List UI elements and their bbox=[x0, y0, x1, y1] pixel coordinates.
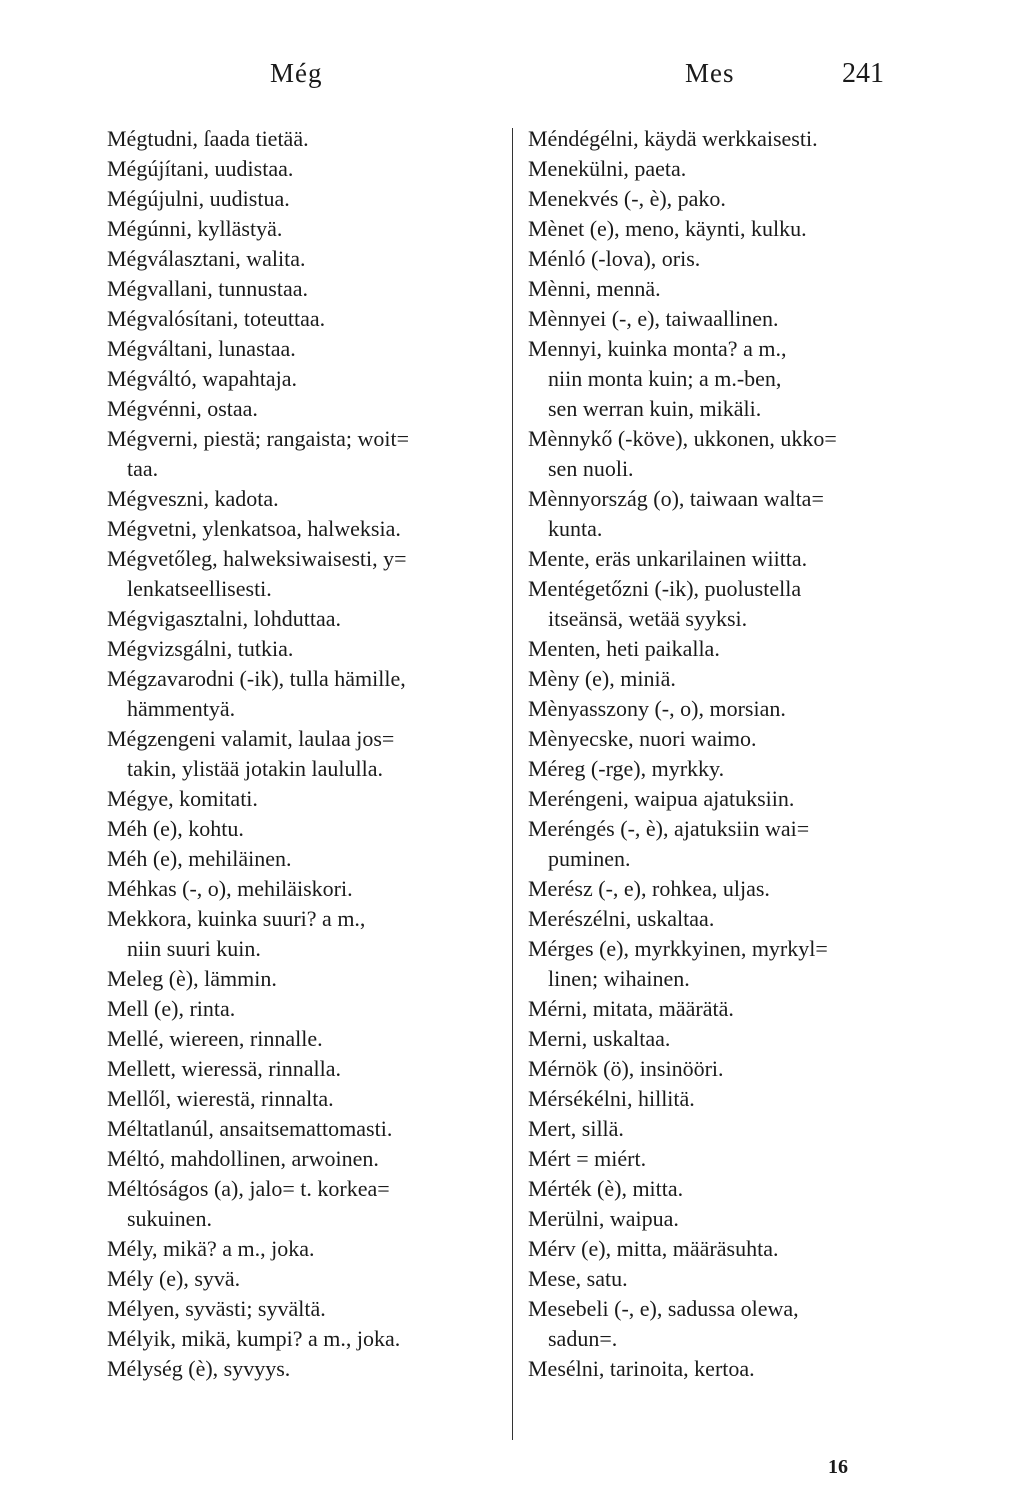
dictionary-entry-continuation: kunta. bbox=[548, 516, 603, 541]
dictionary-entry: Merülni, waipua. bbox=[528, 1206, 679, 1231]
dictionary-entry: Méltó, mahdollinen, arwoinen. bbox=[107, 1146, 379, 1171]
dictionary-entry-continuation: sen werran kuin, mikäli. bbox=[548, 396, 762, 421]
dictionary-entry: Mégújítani, uudistaa. bbox=[107, 156, 294, 181]
dictionary-entry-continuation: linen; wihainen. bbox=[548, 966, 690, 991]
dictionary-entry-continuation: lenkatseellisesti. bbox=[127, 576, 272, 601]
dictionary-entry-continuation: niin monta kuin; a m.-ben, bbox=[548, 366, 782, 391]
dictionary-entry: Menekülni, paeta. bbox=[528, 156, 687, 181]
dictionary-entry-continuation: itseänsä, wetää syyksi. bbox=[548, 606, 748, 631]
left-column bbox=[107, 124, 507, 1384]
dictionary-entry: Mellé, wiereen, rinnalle. bbox=[107, 1026, 323, 1051]
dictionary-entry: Mégvénni, ostaa. bbox=[107, 396, 258, 421]
dictionary-entry: Mégváltó, wapahtaja. bbox=[107, 366, 297, 391]
dictionary-entry-continuation: sukuinen. bbox=[127, 1206, 212, 1231]
dictionary-entry: Mérnök (ö), insinööri. bbox=[528, 1056, 724, 1081]
signature-mark: 16 bbox=[828, 1456, 848, 1478]
running-header bbox=[0, 58, 1024, 98]
dictionary-entry: Mégvigasztalni, lohduttaa. bbox=[107, 606, 341, 631]
dictionary-entry: Méreg (-rge), myrkky. bbox=[528, 756, 725, 781]
dictionary-entry: Merészélni, uskaltaa. bbox=[528, 906, 715, 931]
dictionary-entry-continuation: sadun=. bbox=[548, 1326, 618, 1351]
dictionary-entry: Méhkas (-, o), mehiläiskori. bbox=[107, 876, 353, 901]
dictionary-entry-continuation: taa. bbox=[127, 456, 159, 481]
dictionary-entry: Meréngés (-, è), ajatuksiin wai= bbox=[528, 816, 810, 841]
dictionary-entry-continuation: niin suuri kuin. bbox=[127, 936, 261, 961]
dictionary-entry: Meleg (è), lämmin. bbox=[107, 966, 277, 991]
dictionary-entry: Mert, sillä. bbox=[528, 1116, 624, 1141]
dictionary-entry: Mégvizsgálni, tutkia. bbox=[107, 636, 294, 661]
dictionary-entry-continuation: hämmentyä. bbox=[127, 696, 236, 721]
column-divider bbox=[512, 128, 513, 1440]
dictionary-entry: Mesebeli (-, e), sadussa olewa, bbox=[528, 1296, 799, 1321]
dictionary-entry: Mente, eräs unkarilainen wiitta. bbox=[528, 546, 808, 571]
dictionary-entry-continuation: sen nuoli. bbox=[548, 456, 634, 481]
dictionary-entry: Mentégetőzni (-ik), puolustella bbox=[528, 576, 802, 601]
header-first-word: Még bbox=[270, 58, 323, 88]
dictionary-entry: Mégúnni, kyllästyä. bbox=[107, 216, 283, 241]
dictionary-entry: Mégválasztani, walita. bbox=[107, 246, 306, 271]
dictionary-entry: Mégújulni, uudistua. bbox=[107, 186, 290, 211]
dictionary-entry-continuation: puminen. bbox=[548, 846, 631, 871]
dictionary-entry: Méltóságos (a), jalo= t. korkea= bbox=[107, 1176, 390, 1201]
dictionary-entry: Mégváltani, lunastaa. bbox=[107, 336, 296, 361]
dictionary-entry: Mènyecske, nuori waimo. bbox=[528, 726, 757, 751]
dictionary-entry: Mégvallani, tunnustaa. bbox=[107, 276, 309, 301]
dictionary-entry: Mell (e), rinta. bbox=[107, 996, 236, 1021]
dictionary-entry: Mellől, wierestä, rinnalta. bbox=[107, 1086, 334, 1111]
dictionary-entry: Mégzengeni valamit, laulaa jos= bbox=[107, 726, 395, 751]
dictionary-entry: Mégye, komitati. bbox=[107, 786, 258, 811]
dictionary-entry: Mènnyei (-, e), taiwaallinen. bbox=[528, 306, 779, 331]
page-number: 241 bbox=[842, 58, 884, 89]
dictionary-entry: Mesélni, tarinoita, kertoa. bbox=[528, 1356, 755, 1381]
dictionary-entry: Mènni, mennä. bbox=[528, 276, 661, 301]
dictionary-entry: Mélyen, syvästi; syvältä. bbox=[107, 1296, 326, 1321]
dictionary-entry: Mellett, wieressä, rinnalla. bbox=[107, 1056, 341, 1081]
dictionary-entry: Mély, mikä? a m., joka. bbox=[107, 1236, 315, 1261]
dictionary-entry: Mégvalósítani, toteuttaa. bbox=[107, 306, 326, 331]
dictionary-entry: Mégverni, piestä; rangaista; woit= bbox=[107, 426, 409, 451]
dictionary-entry: Mélyik, mikä, kumpi? a m., joka. bbox=[107, 1326, 401, 1351]
dictionary-entry: Méltatlanúl, ansaitsemattomasti. bbox=[107, 1116, 393, 1141]
dictionary-entry: Mély (e), syvä. bbox=[107, 1266, 241, 1291]
dictionary-entry: Mènet (e), meno, käynti, kulku. bbox=[528, 216, 807, 241]
dictionary-entry: Mérv (e), mitta, määräsuhta. bbox=[528, 1236, 779, 1261]
dictionary-entry: Méh (e), kohtu. bbox=[107, 816, 244, 841]
header-last-word: Mes bbox=[685, 58, 735, 88]
dictionary-entry: Mérték (è), mitta. bbox=[528, 1176, 684, 1201]
dictionary-entry: Méndégélni, käydä werkkaisesti. bbox=[528, 126, 818, 151]
dictionary-entry: Mégzavarodni (-ik), tulla hämille, bbox=[107, 666, 406, 691]
dictionary-entry: Mérsékélni, hillitä. bbox=[528, 1086, 695, 1111]
dictionary-entry: Mekkora, kuinka suuri? a m., bbox=[107, 906, 366, 931]
dictionary-entry: Mégvetőleg, halweksiwaisesti, y= bbox=[107, 546, 407, 571]
dictionary-entry: Mènnykő (-köve), ukkonen, ukko= bbox=[528, 426, 837, 451]
dictionary-entry: Mérni, mitata, määrätä. bbox=[528, 996, 734, 1021]
dictionary-entry: Menekvés (-, è), pako. bbox=[528, 186, 726, 211]
dictionary-entry: Mégvetni, ylenkatsoa, halweksia. bbox=[107, 516, 401, 541]
dictionary-entry: Mélység (è), syvyys. bbox=[107, 1356, 291, 1381]
dictionary-entry: Mennyi, kuinka monta? a m., bbox=[528, 336, 787, 361]
dictionary-entry: Menten, heti paikalla. bbox=[528, 636, 720, 661]
dictionary-entry: Méh (e), mehiläinen. bbox=[107, 846, 292, 871]
dictionary-entry: Meréngeni, waipua ajatuksiin. bbox=[528, 786, 795, 811]
right-column bbox=[528, 124, 928, 1384]
dictionary-entry-continuation: takin, ylistää jotakin laululla. bbox=[127, 756, 383, 781]
dictionary-entry: Mért = miért. bbox=[528, 1146, 647, 1171]
dictionary-entry: Mènyasszony (-, o), morsian. bbox=[528, 696, 786, 721]
dictionary-entry: Mégveszni, kadota. bbox=[107, 486, 279, 511]
dictionary-entry: Ménló (-lova), oris. bbox=[528, 246, 701, 271]
dictionary-entry: Mèny (e), miniä. bbox=[528, 666, 676, 691]
dictionary-entry: Mégtudni, ſaada tietää. bbox=[107, 126, 309, 151]
dictionary-entry: Mènnyország (o), taiwaan walta= bbox=[528, 486, 824, 511]
dictionary-entry: Mérges (e), myrkkyinen, myrkyl= bbox=[528, 936, 828, 961]
dictionary-entry: Merész (-, e), rohkea, uljas. bbox=[528, 876, 770, 901]
dictionary-entry: Mese, satu. bbox=[528, 1266, 628, 1291]
dictionary-entry: Merni, uskaltaa. bbox=[528, 1026, 671, 1051]
